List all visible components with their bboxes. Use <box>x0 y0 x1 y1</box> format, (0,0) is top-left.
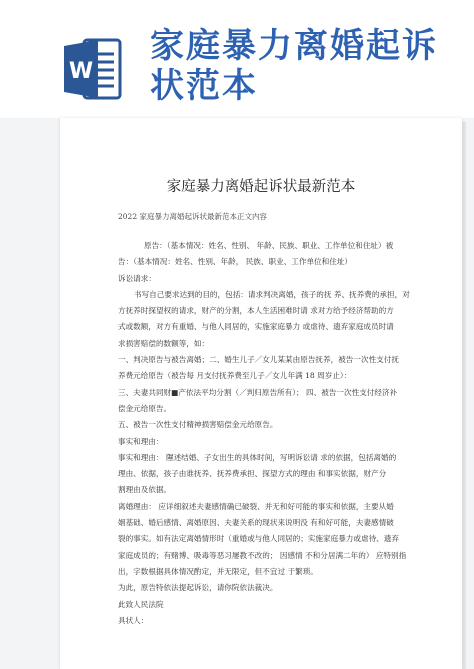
body-line: 理由、依据，孩子由谁抚养、抚养费承担、探望方式的理由 和事实依据，财产分 <box>118 469 387 479</box>
body-line: 具状人： <box>118 615 149 625</box>
body-line: 求损害赔偿的数额等，如： <box>118 338 210 348</box>
word-document-icon <box>64 36 122 102</box>
document-page <box>60 118 462 669</box>
body-line: 为此，原告特依法提起诉讼，请你院依法裁决。 <box>118 583 278 593</box>
body-line: 三、夫妻共同财■产依法平均分割（／判归原告所有）； 四、被告一次性支付经济补 <box>118 387 398 397</box>
body-line: 姻基础、婚后感情、离婚原因、夫妻关系的现状来说明没 有和好可能，夫妻感情破 <box>118 518 394 528</box>
document-subtitle: 2022 家庭暴力离婚起诉状最新范本正文内容 <box>118 212 267 221</box>
body-line: 事实和理由： 隰述结婚、子女出生的具体时间，写明诉讼请 求的依据，包括离婚的 <box>118 452 397 462</box>
document-body <box>118 238 450 629</box>
banner-title: 家庭暴力离婚起诉状范本 <box>150 26 438 106</box>
body-line: 方抚养时探望权的请求，财产的分割，本人生活困难时请 求对方给予经济帮助的方 <box>118 306 394 316</box>
body-line: 一、判决原告与被告离婚；二、婚生儿子／女儿某某由原告抚养，被告一次性支付抚 <box>118 355 399 365</box>
body-line: 离婚理由： 应详细叙述夫妻感情确已破裂、并无和好可能的事实和依据，主要从婚 <box>118 501 394 511</box>
body-line: 割理由及依据。 <box>118 485 172 495</box>
body-line: 偿金元给原告。 <box>118 403 172 413</box>
body-line: 诉讼请求： <box>118 273 156 283</box>
body-line: 此致人民法院 <box>118 599 164 609</box>
body-line: 家庭成员的；有赌博、吸毒等恶习屡教不改的； 因感情 不和分居满二年的） 应特别指 <box>118 550 407 560</box>
body-line: 告：（基本情况：姓名、性别、年龄， 民族、职业、工作单位和住址） <box>118 257 353 267</box>
document-title: 家庭暴力离婚起诉状最新范本 <box>166 179 356 195</box>
body-line: 事实和理由： <box>118 436 164 446</box>
body-line: 五、被告一次性支付精神损害赔偿金元给原告。 <box>118 420 278 430</box>
body-line: 养费元给原告（被告每 月支付抚养费至儿子／女儿年满 18 周岁止）： <box>118 371 352 381</box>
body-line: 裂的事实。如有法定离婚情形时（重婚或与他人同居的；实施家庭暴力或虐待、遗弃 <box>118 534 399 544</box>
header-banner <box>0 0 474 118</box>
body-line: 原告：（基本情况：姓名、性别、 年龄、民族、职业、工作单位和住址）被 <box>144 241 394 250</box>
body-line: 式或数额，对方有重婚、与他人同居的，实施家庭暴力 或虐待、遗弃家庭成员时请 <box>118 322 394 332</box>
body-line: 出，字数根据具体情况酌定，并无限定，但不宜过 于繁琐。 <box>118 566 318 576</box>
logo-letter: W <box>68 59 94 84</box>
body-line: 书写自己要求达到的目的，包括：请求判决离婚，孩子的抚 养、抚养费的承担，对 <box>134 289 410 299</box>
